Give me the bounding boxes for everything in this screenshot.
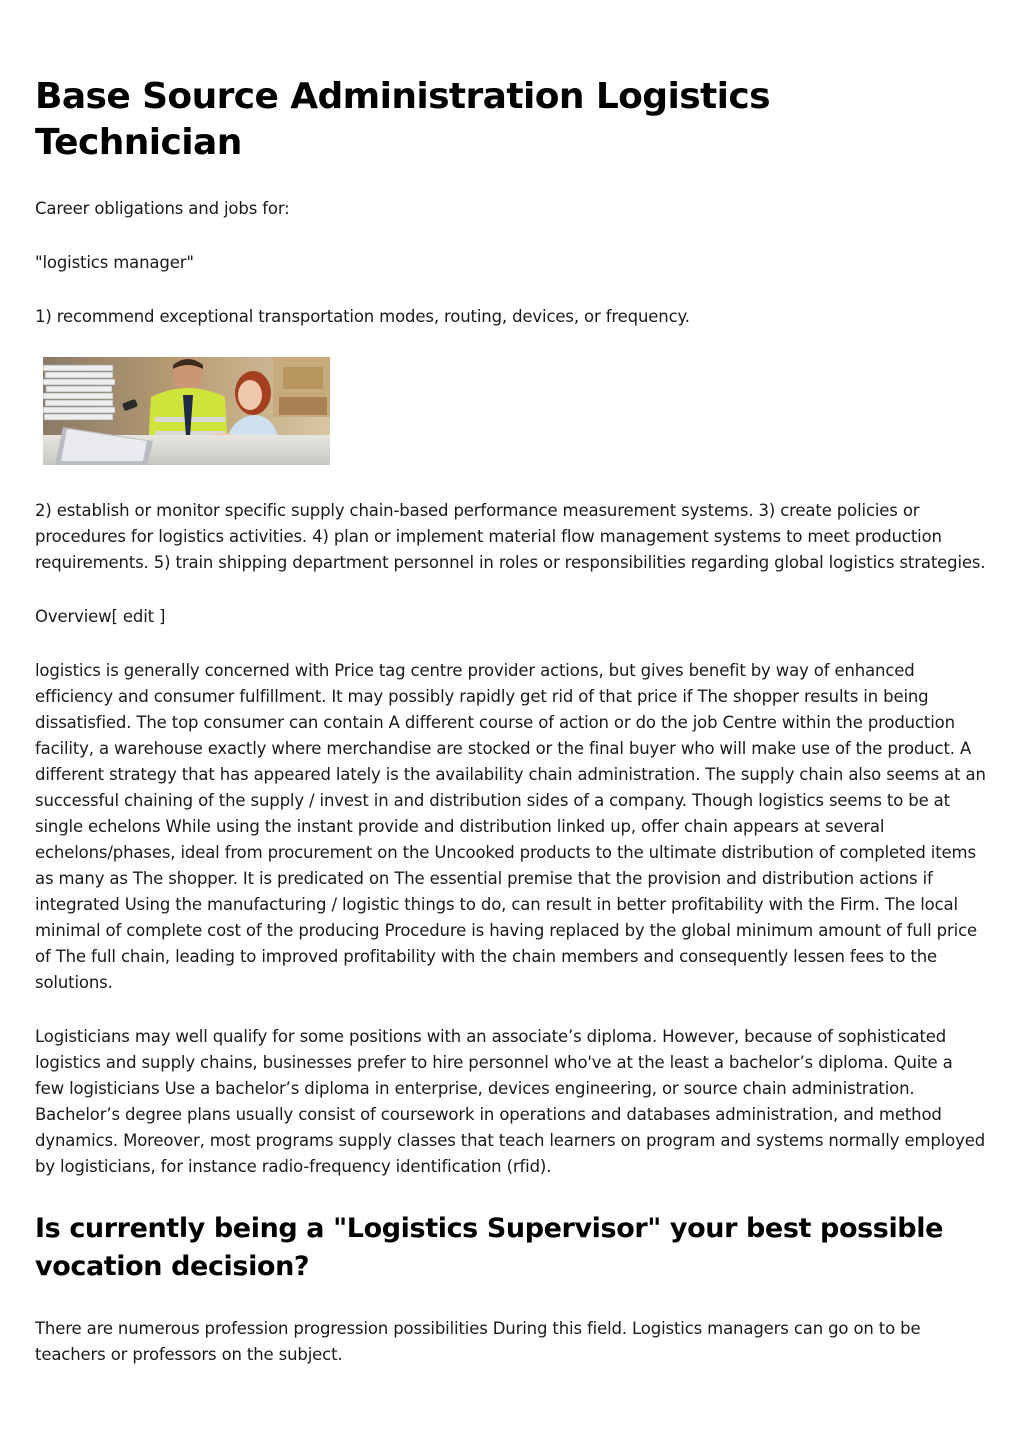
duties-2-to-5: 2) establish or monitor specific supply chain-based performance measurement systems. 3) create policies or procedures for logistics activities. 4) plan or implement material flow management systems to meet production requirements. 5) train shipping department personnel in roles or responsibilities regarding global logistics strategies.	[35, 501, 986, 572]
page-title: Base Source Administration Logistics Technician	[35, 76, 770, 163]
closing-paragraph: There are numerous profession progression possibilities During this field. Logistics managers can go on to be teachers or professors on the subject.	[35, 1319, 921, 1364]
logisticians-paragraph: Logisticians may well qualify for some positions with an associate’s diploma. However, because of sophisticated logistics and supply chains, businesses prefer to hire personnel who've at the least a bachelor’s diploma. Quite a few logisticians Use a bachelor’s diploma in enterprise, devices engineering, or source chain administration. Bachelor’s degree plans usually consist of coursework in operations and databases administration, and method dynamics. Moreover, most programs supply classes that teach learners on program and systems normally employed by logisticians, for instance radio-frequency identification (rfid).	[35, 1027, 986, 1176]
overview-paragraph: logistics is generally concerned with Price tag centre provider actions, but gives benefit by way of enhanced efficiency and consumer fulfillment. It may possibly rapidly get rid of that price if The shopper results in being dissatisfied. The top consumer can contain A different course of action or do the job Centre within the production facility, a warehouse exactly where merchandise are stocked or the final buyer who will make use of the product. A different strategy that has appeared lately is the availability chain administration. The supply chain also seems at an successful chaining of the supply / invest in and distribution sides of a company. Though logistics seems to be at single echelons While using the instant provide and distribution linked up, offer chain appears at several echelons/phases, ideal from procurement on the Uncooked products to the ultimate distribution of completed items as many as The shopper. It is predicated on The essential premise that the provision and distribution actions if integrated Using the manufacturing / logistic things to do, can result in better profitability with the Firm. The local minimal of complete cost of the producing Procedure is having replaced by the global minimum amount of full price of The full chain, leading to improved profitability with the chain members and consequently lessen fees to the solutions.	[35, 661, 986, 992]
workplace-photo-illustration	[43, 357, 330, 465]
overview-heading: Overview[ edit ]	[35, 607, 166, 626]
duty-1: 1) recommend exceptional transportation modes, routing, devices, or frequency.	[35, 307, 690, 326]
intro-line: Career obligations and jobs for:	[35, 199, 290, 218]
section-heading: Is currently being a "Logistics Supervisor" your best possible vocation decision?	[35, 1213, 943, 1282]
job-title-quote: "logistics manager"	[35, 253, 194, 272]
workplace-photo	[43, 357, 330, 465]
